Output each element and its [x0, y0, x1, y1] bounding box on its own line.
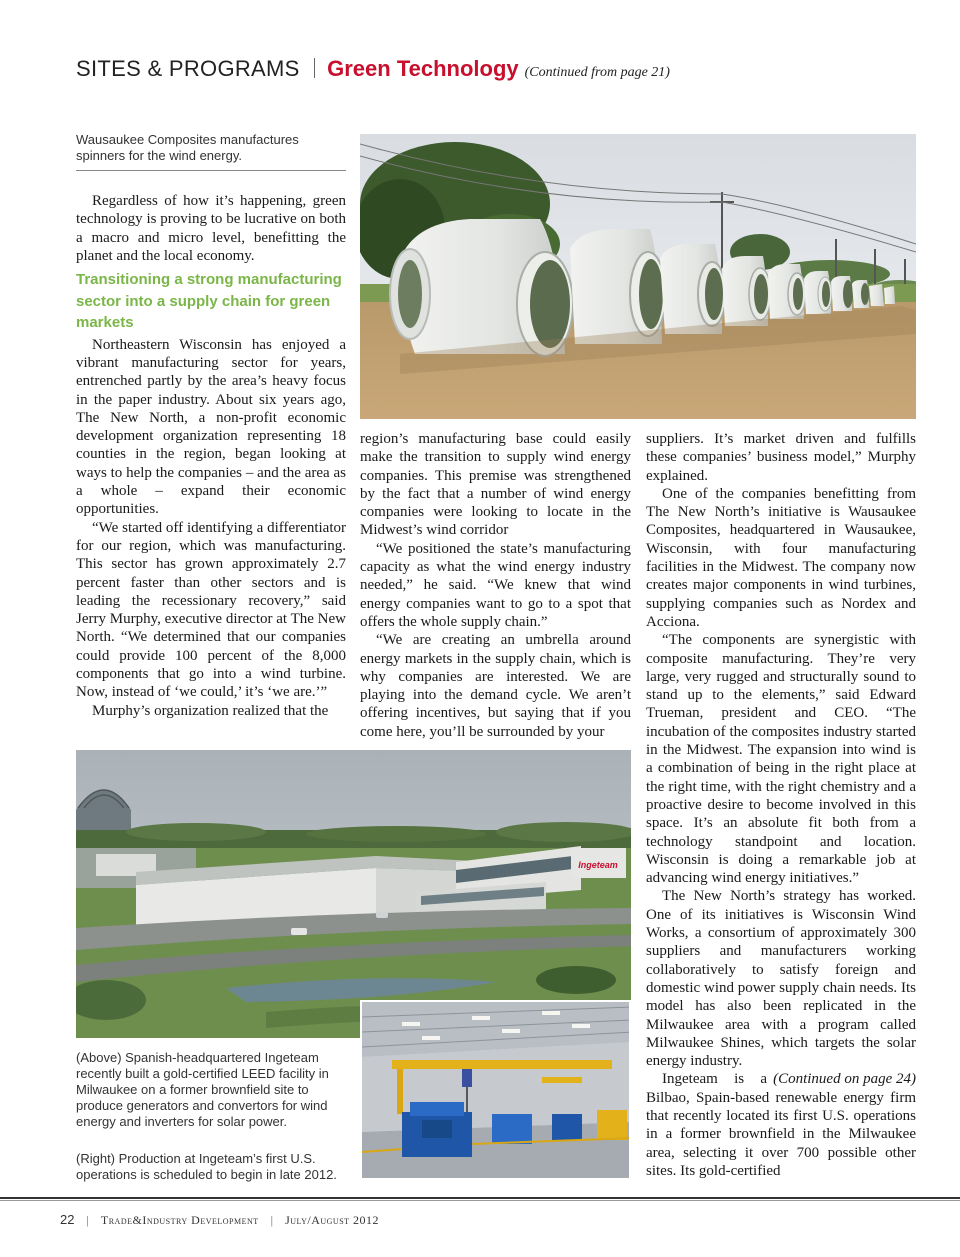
body-paragraph: The New North’s strategy has worked. One of its initiatives is Wisconsin Wind Works, a consortium of approximately 300 suppliers and manufacturers working collaboratively to satisfy foreign and domestic wind power supply chain needs. Its model has also been replicated in the Milwaukee area with a program called Milwaukee Shines, which targets the solar energy industry.	[646, 888, 916, 1070]
photo-wind-spinners	[360, 134, 916, 419]
caption-wind-spinners: Wausaukee Composites manufactures spinners for the wind energy.	[76, 132, 346, 171]
caption-ingeteam-facility: (Above) Spanish-headquartered Ingeteam recently built a gold-certified LEED facility in Milwaukee on a former brownfield site to produce generators and convertors for wind energy and inverters for solar power.	[76, 1050, 329, 1129]
body-paragraph: “We started off identifying a differentiator for our region, which was manufacturing. This sector has grown approximately 2.7 percent faster than other sectors and is leading the recessionary recovery,” said Jerry Murphy, executive director at The New North. “We determined that our companies could provide 100 percent of the 8,000 components that go into a wind turbine. Now, instead of ‘we could,’ it’s ‘we are.’”	[76, 519, 346, 701]
intro-paragraph: Regardless of how it’s happening, green technology is proving to be lucrative on both a macro and micro level, benefitting the planet and the local economy.	[76, 193, 346, 264]
body-paragraph: Northeastern Wisconsin has enjoyed a vibrant manufacturing sector for years, entrenched partly by the area’s heavy focus in the paper industry. About six years ago, The New North, a non-profit economic development organization representing 18 counties in the region, began looking at ways to help the companies – and the area as a whole – expand their economic opportunities.	[76, 336, 346, 518]
issue-date: July/August 2012	[285, 1213, 380, 1227]
ingeteam-sign: Ingeteam	[578, 860, 618, 870]
publication-name: Trade&Industry Development	[100, 1213, 259, 1227]
photo-ingeteam-facility	[76, 750, 631, 1038]
body-paragraph: region’s manufacturing base could easily make the transition to supply wind energy companies. This premise was strengthened by the fact that a number of wind energy companies were looking to locate in the Midwest’s wind corridor	[360, 431, 631, 539]
footer-rule-thin	[0, 1200, 960, 1201]
article-column-1	[76, 192, 346, 720]
body-paragraph: Murphy’s organization realized that the	[92, 702, 329, 719]
continued-on-next: (Continued on page 24)	[773, 1071, 916, 1088]
section-label: SITES & PROGRAMS	[76, 56, 300, 81]
page-header	[76, 56, 936, 86]
article-column-2	[360, 430, 631, 741]
page-footer	[60, 1212, 379, 1228]
section-subhead: Transitioning a strong manufacturing sector into a supply chain for green markets	[76, 271, 342, 332]
caption-production-floor: (Right) Production at Ingeteam’s first U.S. operations is scheduled to begin in late 2012.	[76, 1151, 337, 1182]
page-number: 22	[60, 1212, 75, 1227]
header-divider	[314, 58, 316, 78]
footer-separator: |	[86, 1213, 89, 1227]
body-paragraph: “We positioned the state’s manufacturing capacity as what the wind energy industry needed,” he said. “We knew that wind energy companies want to go to a spot that offers the whole supply chain.”	[360, 540, 631, 630]
body-paragraph: suppliers. It’s market driven and fulfills these companies’ business model,” Murphy explained.	[646, 431, 916, 484]
article-column-3	[646, 430, 916, 1180]
continued-from: (Continued from page 21)	[524, 65, 670, 80]
body-paragraph: “The components are synergistic with composite manufacturing. They’re very large, very rugged and structurally sound to stand up to the elements,” said Edward Trueman, president and CEO. “The incubation of the composites industry started in the Midwest. The expansion into wind is a combination of being in the right place at the right time, with the right chemistry and a proactive desire to become involved in this space. It’s an absolute fit both from a technology standpoint and location. Wisconsin is doing a remarkable job at advancing wind energy initiatives.”	[646, 632, 916, 887]
photo-production-floor	[360, 1000, 631, 1180]
topic-title: Green Technology	[327, 56, 519, 81]
footer-rule	[0, 1197, 960, 1199]
body-paragraph: One of the companies benefitting from The New North’s initiative is Wausaukee Composites, headquartered in Wausaukee, Wisconsin, with four manufacturing facilities in the Midwest. The company now creates major components in wind turbines, supplying companies such as Nordex and Acciona.	[646, 485, 916, 630]
body-paragraph: “We are creating an umbrella around energy markets in the supply chain, which is why companies are interested. We are playing into the demand cycle. We aren’t offering incentives, but saying that if you come here, you’ll be surrounded by your	[360, 632, 631, 740]
footer-separator: |	[270, 1213, 274, 1227]
body-paragraph: (Continued on page 24) Ingeteam is a Bilbao, Spain-based renewable energy firm that recently located its first U.S. operations in a former brownfield in the Milwaukee area, selecting it over 700 possible other sites. Its gold-certified	[646, 1071, 916, 1179]
